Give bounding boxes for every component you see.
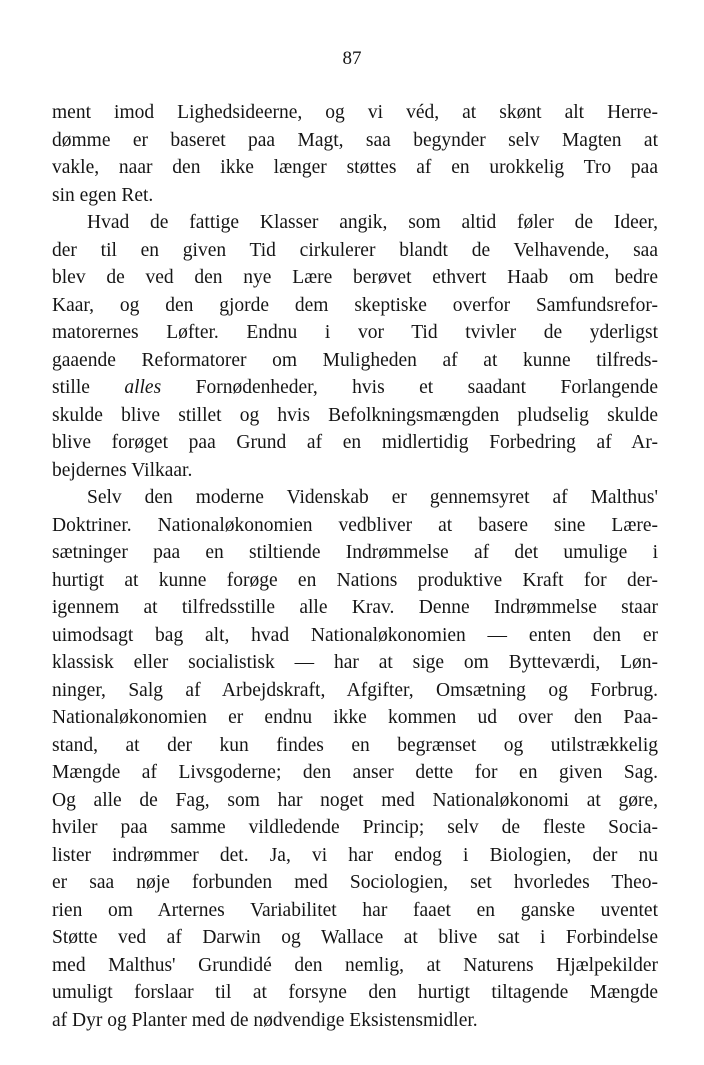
text-line: Hvad de fattige Klasser angik, som altid føler de Ideer, xyxy=(87,212,658,233)
text-line: ment imod Lighedsideerne, og vi véd, at skønt alt Herre- xyxy=(52,102,658,123)
text-line: hviler paa samme vildledende Princip; selv de fleste Socia- xyxy=(52,817,658,838)
text-segment: Fornødenheder, hvis et saadant Forlangende xyxy=(161,377,658,398)
text-line: Og alle de Fag, som har noget med Nationaløkonomi at gøre, xyxy=(52,789,658,811)
text-line: umuligt forslaar til at forsyne den hurtigt tiltagende Mængde xyxy=(52,982,658,1003)
text-line: uimodsagt bag alt, hvad Nationaløkonomien — enten den er xyxy=(52,624,658,646)
text-line: Selv den moderne Videnskab er gennemsyret af Malthus' xyxy=(87,487,658,508)
text-line: dømme er baseret paa Magt, saa begynder selv Magten at xyxy=(52,129,658,151)
text-line: hurtigt at kunne forøge en Nations produktive Kraft for der- xyxy=(52,569,658,591)
text-line: Kaar, og den gjorde dem skeptiske overfor Samfundsrefor- xyxy=(52,294,658,316)
text-line: af Dyr og Planter med de nødvendige Eksistensmidler. xyxy=(52,1009,478,1031)
text-line xyxy=(52,374,658,402)
text-line: stand, at der kun findes en begrænset og utilstrækkelig xyxy=(52,734,658,756)
text-line: er saa nøje forbunden med Sociologien, set hvorledes Theo- xyxy=(52,872,658,893)
text-line: Doktriner. Nationaløkonomien vedbliver at basere sine Lære- xyxy=(52,514,658,536)
text-line: klassisk eller socialistisk — har at sige om Bytteværdi, Løn- xyxy=(52,652,658,673)
text-line: vakle, naar den ikke længer støttes af en urokkelig Tro paa xyxy=(52,157,658,178)
text-line: Støtte ved af Darwin og Wallace at blive sat i Forbindelse xyxy=(52,927,658,948)
italic-word: alles xyxy=(124,377,162,398)
page-number: 87 xyxy=(342,48,362,69)
text-line: der til en given Tid cirkulerer blandt de Velhavende, saa xyxy=(52,239,658,261)
text-line: blive forøget paa Grund af en midlertidig Forbedring af Ar- xyxy=(52,432,658,453)
text-segment: stille xyxy=(52,377,125,398)
text-line: gaaende Reformatorer om Muligheden af at kunne tilfreds- xyxy=(52,349,658,371)
text-line: ninger, Salg af Arbejdskraft, Afgifter, Omsætning og Forbrug. xyxy=(52,679,658,701)
text-line: lister indrømmer det. Ja, vi har endog i Biologien, der nu xyxy=(52,844,658,866)
text-line: rien om Arternes Variabilitet har faaet en ganske uventet xyxy=(52,899,658,921)
text-line: sin egen Ret. xyxy=(52,184,154,206)
text-line: bejdernes Vilkaar. xyxy=(52,459,193,481)
text-line: blev de ved den nye Lære berøvet ethvert Haab om bedre xyxy=(52,267,658,288)
text-line: Mængde af Livsgoderne; den anser dette for en given Sag. xyxy=(52,762,658,783)
text-line: med Malthus' Grundidé den nemlig, at Naturens Hjælpekilder xyxy=(52,954,658,976)
text-line: sætninger paa en stiltiende Indrømmelse af det umulige i xyxy=(52,542,658,563)
text-line: Nationaløkonomien er endnu ikke kommen ud over den Paa- xyxy=(52,707,658,728)
body-text xyxy=(52,99,658,1034)
text-line: skulde blive stillet og hvis Befolkningsmængden pludselig skulde xyxy=(52,404,658,426)
text-line: igennem at tilfredsstille alle Krav. Denne Indrømmelse staar xyxy=(52,597,658,618)
text-line: matorernes Løfter. Endnu i vor Tid tvivler de yderligst xyxy=(52,322,658,343)
